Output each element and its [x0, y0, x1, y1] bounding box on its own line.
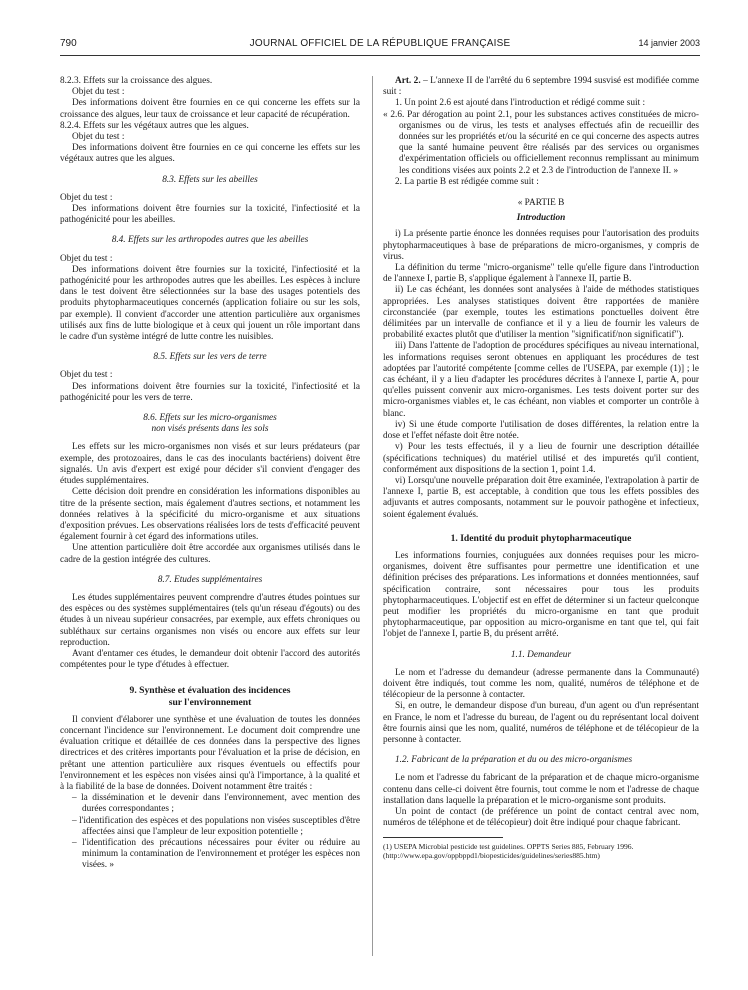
page-number: 790: [60, 38, 77, 49]
section-1-2-title: 1.2. Fabricant de la préparation et du ou des micro-organismes: [395, 755, 633, 766]
section-8-7-paragraph-1: Les études supplémentaires peuvent comprendre d'autres études pointues sur des espèces ou des systèmes supplémentaires (tels qu'un réseau d'égouts) ou des études à un niveau supérieur consacrées, par exemple, aux effets chroniques ou subléthaux sur certains organismes non visés ou encore aux effets sur leur reproduction.: [60, 592, 360, 648]
section-8-2-4-objective: Objet du test :: [72, 132, 125, 143]
section-9-list: [60, 793, 360, 871]
section-9-title-line-2: sur l'environnement: [168, 696, 252, 708]
section-8-4-objective: Objet du test :: [60, 253, 113, 264]
section-8-7-paragraph-2: Avant d'entamer ces études, le demandeur doit obtenir l'accord des autorités compétentes pour le type d'études à effectuer.: [60, 648, 360, 671]
section-8-5-title: 8.5. Effets sur les vers de terre: [153, 352, 267, 363]
introduction-heading: Introduction: [516, 213, 566, 224]
intro-vi: vi) Lorsqu'une nouvelle préparation doit être examinée, l'extrapolation à partir de l'annexe I, partie B, est acceptable, à condition que tous les effets possibles des adjuvants et autres composants, notamment sur le pouvoir pathogène et infectieux, soient également évalués.: [383, 475, 699, 520]
section-1-1-title: 1.1. Demandeur: [510, 649, 572, 660]
footnote-url: (http://www.epa.gov/oppbppd1/biopesticides/guidelines/series885.htm): [383, 851, 600, 861]
partie-b-heading: « PARTIE B: [517, 198, 565, 209]
list-item: – la dissémination et le devenir dans l'environnement, avec mention des durées correspondantes ;: [72, 793, 360, 815]
intro-iii: iii) Dans l'attente de l'adoption de procédures spécifiques au niveau international, les informations requises seront obtenues en appliquant les procédures de test adoptées par l'autorité compétente [comme celles de l'USEPA, par exemple (1)] ; le cas échéant, il y a lieu d'adapter les procédures décrites à l'annexe I, partie A, pour qu'elles puissent convenir aux micro-organismes. Les tests doivent porter sur des micro-organismes viables et, le cas échéant, non viables et comporter un contrôle à blanc.: [383, 341, 699, 419]
section-1-title: 1. Identité du produit phytopharmaceutique: [450, 532, 632, 544]
section-8-2-3-objective: Objet du test :: [72, 87, 125, 98]
intro-ii: ii) Le cas échéant, les données sont analysées à l'aide de méthodes statistiques appropriées. Les analyses statistiques doivent être rapportées de manière circonstanciée (par exemple, toutes les estimations ponctuelles doivent être délimitées par un intervalle de confiance et il y a lieu de fournir les valeurs de probabilité exactes plutôt que d'utiliser la mention "significatif/non significatif").: [383, 285, 699, 341]
section-8-6-title-line-2: non visés présents dans les sols: [151, 424, 269, 435]
section-1-1-paragraph-2: Si, en outre, le demandeur dispose d'un bureau, d'un agent ou d'un représentant en France, le nom et l'adresse du bureau, de l'agent ou du représentant local doivent être fournis ainsi que les nom, qualité, numéros de téléphone et de télécopieur de la personne à contacter.: [383, 701, 699, 745]
section-8-3-objective: Objet du test :: [60, 192, 113, 203]
section-9-paragraph: Il convient d'élaborer une synthèse et une évaluation de toutes les données concernant l'incidence sur l'environnement. Le document doit comprendre une évaluation critique et détaillée de ces données dans la perspective des lignes directrices et des critères importants pour l'évaluation et la prise de décision, en prêtant une attention particulière aux risques éventuels ou effectifs pour l'environnement et les espèces non visées ainsi qu'à l'importance, à la qualité et à la fiabilité de la base de données. Doivent notamment être traités :: [60, 714, 360, 792]
list-item: – l'identification des espèces et des populations non visées susceptibles d'être affectées ainsi que l'ampleur de leur exposition potentielle ;: [72, 815, 360, 837]
journal-title: JOURNAL OFFICIEL DE LA RÉPUBLIQUE FRANÇAISE: [249, 38, 511, 49]
intro-i-definition: La définition du terme "micro-organisme" telle qu'elle figure dans l'introduction de l'annexe I, partie B, s'applique également à l'annexe II, partie B.: [383, 263, 699, 285]
section-8-2-4-title: 8.2.4. Effets sur les végétaux autres que les algues.: [60, 120, 249, 131]
right-column: [383, 76, 699, 860]
page-header: [60, 38, 700, 54]
section-8-2-3-title: 8.2.3. Effets sur la croissance des algues.: [60, 76, 213, 86]
article-2-text: – L'annexe II de l'arrêté du 6 septembre 1994 susvisé est modifiée comme suit :: [383, 76, 700, 98]
point-2-6-quote: « 2.6. Par dérogation au point 2.1, pour les substances actives constituées de micro-organismes ou de virus, les tests et analyses effectués afin de recueillir des données sur les propriétés et/ou la sécurité en ce qui concerne des aspects autres que la santé humaine peuvent être réalisés par des services ou organismes d'expérimentation officiels ou officiellement reconnus remplissant au minimum les conditions visées aux points 2.2 et 2.3 de l'introduction de l'annexe II. »: [383, 109, 699, 176]
section-8-3-title: 8.3. Effets sur les abeilles: [162, 174, 258, 185]
section-8-7-title: 8.7. Etudes supplémentaires: [157, 574, 263, 585]
intro-v: v) Pour les tests effectués, il y a lieu de fournir une description détaillée (spécifications techniques) du matériel utilisé et des impuretés qu'il contient, conformément aux dispositions de la section 1, point 1.4.: [383, 442, 699, 475]
section-1-2-paragraph-2: Un point de contact (de préférence un point de contact central avec nom, numéros de téléphone et de télécopieur) doit être indiqué pour chaque fabricant.: [383, 806, 699, 829]
section-8-4-text: Des informations doivent être fournies sur la toxicité, l'infectiosité et la pathogénicité pour les arthropodes autres que les abeilles. Les espèces à inclure dans le test doivent être sélectionnées sur la base des usages potentiels des produits phytopharmaceutiques concernés (application foliaire ou sur les sols, par exemple). Il convient d'accorder une attention particulière aux organismes utilisés aux fins de lutte biologique et à ceux qui jouent un rôle important dans le cadre d'un système intégré de lutte contre les nuisibles.: [60, 264, 360, 343]
header-rule: [60, 55, 700, 56]
section-8-4-title: 8.4. Effets sur les arthropodes autres que les abeilles: [111, 235, 309, 246]
section-8-3-text: Des informations doivent être fournies sur la toxicité, l'infectiosité et la pathogénicité pour les abeilles.: [60, 204, 360, 226]
section-8-5-text: Des informations doivent être fournies sur la toxicité, l'infectiosité et la pathogénicité pour les vers de terre.: [60, 381, 360, 403]
section-8-2-3-text: Des informations doivent être fournies en ce qui concerne les effets sur la croissance des algues, leur taux de croissance et leur capacité de récupération.: [60, 98, 360, 120]
item-1: 1. Un point 2.6 est ajouté dans l'introduction et rédigé comme suit :: [395, 98, 646, 109]
article-2: [383, 76, 699, 98]
section-8-6-paragraph-3: Une attention particulière doit être accordée aux organismes utilisés dans le cadre de la gestion intégrée des cultures.: [60, 543, 360, 565]
item-2: 2. La partie B est rédigée comme suit :: [395, 176, 539, 187]
section-1-text: Les informations fournies, conjuguées aux données requises pour les micro-organismes, doivent être suffisantes pour permettre une identification et une définition précises des préparations. Les informations et données mentionnées, sauf spécification contraire, sont nécessaires pour tous les produits phytopharmaceutiques. L'objectif est en effet de déterminer si un facteur quelconque peut modifier les propriétés du micro-organisme en tant que produit phytopharmaceutique, par opposition au micro-organisme en tant que tel, qui fait l'objet de l'annexe I, partie B, du présent arrêté.: [383, 550, 699, 640]
section-8-2-4-text: Des informations doivent être fournies en ce qui concerne les effets sur les végétaux autres que les algues.: [60, 143, 360, 165]
article-2-label: Art. 2.: [395, 76, 421, 86]
section-8-5-objective: Objet du test :: [60, 370, 113, 381]
intro-iv: iv) Si une étude comporte l'utilisation de doses différentes, la relation entre la dose et l'effet néfaste doit être notée.: [383, 419, 699, 442]
section-8-6-paragraph-2: Cette décision doit prendre en considération les informations disponibles au titre de la présente section, mais également d'autres sections, et notamment les données relatives à la spécificité du micro-organisme et aux situations d'exposition prévues. Les observations réalisées lors de tests d'efficacité peuvent également fournir à cet égard des informations utiles.: [60, 487, 360, 543]
column-divider: [372, 76, 373, 956]
footnote-1: (1) USEPA Microbial pesticide test guidelines. OPPTS Series 885, February 1996.: [383, 842, 634, 852]
section-1-1-paragraph-1: Le nom et l'adresse du demandeur (adresse permanente dans la Communauté) doivent être indiqués, tout comme les nom, qualité, numéros de téléphone et de télécopieur de la personne à contacter.: [383, 667, 699, 701]
footnote-rule: [383, 837, 503, 838]
issue-date: 14 janvier 2003: [638, 38, 700, 48]
section-9-title-line-1: 9. Synthèse et évaluation des incidences: [129, 685, 291, 697]
section-1-2-paragraph-1: Le nom et l'adresse du fabricant de la préparation et de chaque micro-organisme contenu dans celle-ci doivent être fournis, tout comme le nom et l'adresse de chaque installation dans laquelle la préparation et le micro-organisme sont produits.: [383, 773, 699, 806]
intro-i: i) La présente partie énonce les données requises pour l'autorisation des produits phytopharmaceutiques à base de préparations de micro-organismes, y compris de virus.: [383, 229, 699, 262]
left-column: [60, 76, 360, 872]
section-8-6-title-line-1: 8.6. Effets sur les micro-organismes: [143, 413, 277, 424]
section-8-6-paragraph-1: Les effets sur les micro-organismes non visés et sur leurs prédateurs (par exemple, des protozoaires, dans le cas des inoculants bactériens) doivent être signalés. Un avis d'expert est exigé pour décider s'il convient d'engager des études supplémentaires.: [60, 442, 360, 487]
list-item: – l'identification des précautions nécessaires pour éviter ou réduire au minimum la contamination de l'environnement et protéger les espèces non visées. »: [72, 837, 360, 871]
